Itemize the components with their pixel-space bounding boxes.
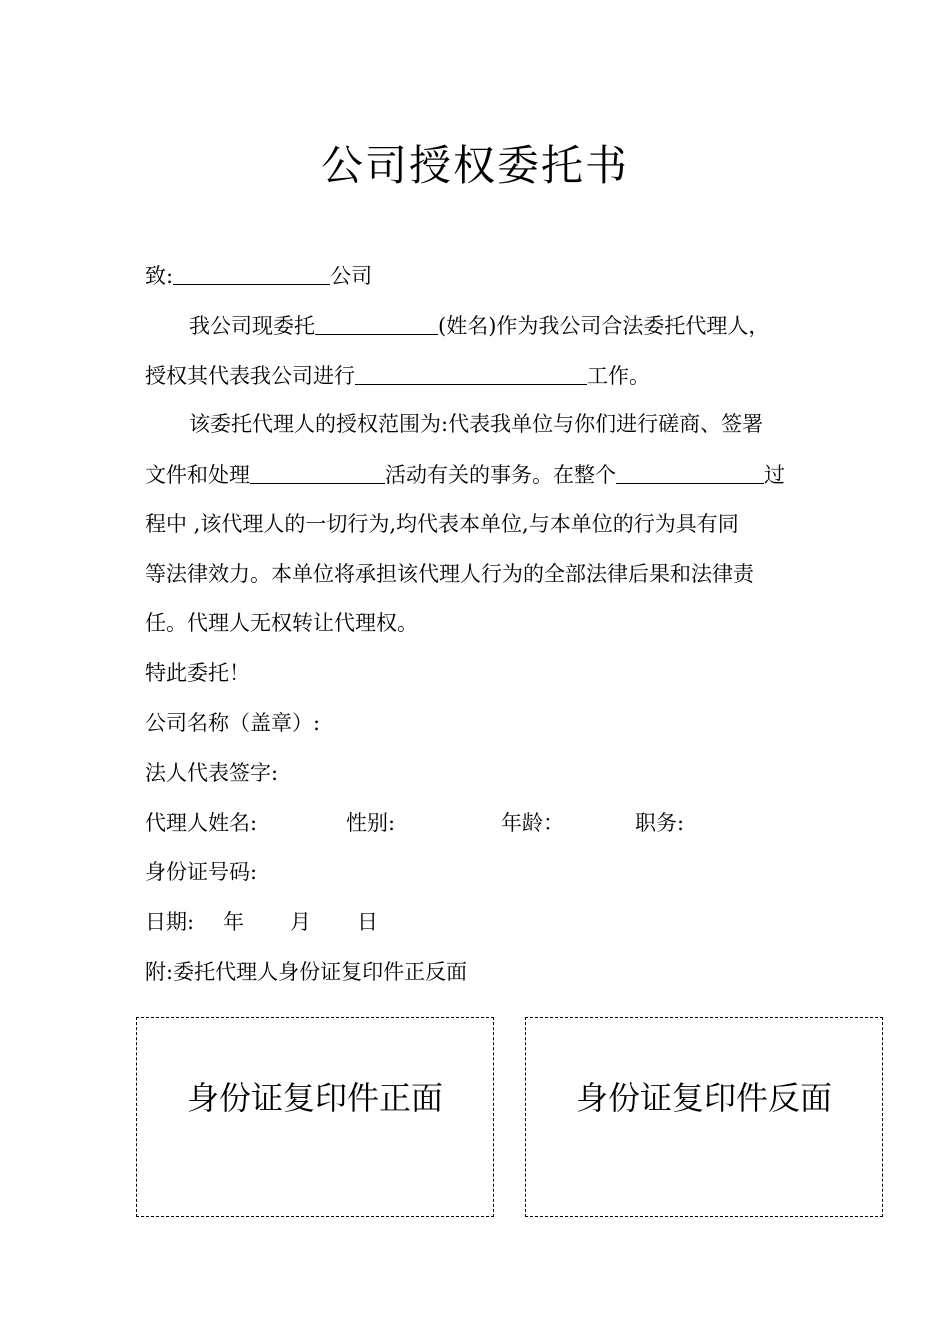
para2-line2-middle: 活动有关的事务。在整个: [385, 463, 616, 487]
para2-line2-prefix: 文件和处理: [145, 463, 250, 487]
day-label: 日: [357, 910, 378, 934]
para2-line2: [145, 459, 785, 490]
para2-line3: 程中 ,该代理人的一切行为,均代表本单位,与本单位的行为具有同: [145, 512, 739, 536]
para2-line5: 任。代理人无权转让代理权。: [145, 611, 418, 635]
date-label: 日期:: [145, 910, 195, 934]
para1-line1-prefix: 我公司现委托: [189, 314, 315, 338]
addressee-company-blank[interactable]: [173, 262, 330, 285]
agent-name-label: 代理人姓名:: [145, 811, 258, 835]
addressee-line: [145, 260, 372, 291]
legal-rep-sign-field: 法人代表签字:: [145, 761, 279, 785]
addressee-prefix: 致:: [145, 264, 174, 288]
para1-line1-suffix: (姓名)作为我公司合法委托代理人，: [438, 314, 770, 338]
date-row: [145, 907, 378, 937]
agent-name-blank[interactable]: [315, 312, 438, 335]
company-name-field: 公司名称（盖章）:: [145, 711, 321, 735]
para1-line2-suffix: 工作。: [587, 364, 650, 388]
para1-line2-prefix: 授权其代表我公司进行: [145, 364, 355, 388]
para2-line4: 等法律效力。本单位将承担该代理人行为的全部法律后果和法律责: [145, 562, 754, 586]
process-blank[interactable]: [616, 461, 764, 484]
id-front-label: 身份证复印件正面: [186, 1079, 443, 1117]
closing-text: 特此委托！: [145, 661, 250, 685]
id-number-field: 身份证号码:: [145, 860, 258, 884]
work-scope-blank[interactable]: [355, 362, 587, 385]
gender-label: 性别:: [346, 811, 396, 835]
agent-info-row: [145, 808, 684, 838]
activity-blank[interactable]: [250, 461, 385, 484]
document-title: 公司授权委托书: [320, 141, 629, 190]
year-label: 年: [223, 910, 244, 934]
para2-line2-suffix: 过: [764, 463, 785, 487]
attachment-note: 附:委托代理人身份证复印件正反面: [145, 960, 468, 984]
id-front-box: [136, 1017, 494, 1217]
age-label: 年龄：: [501, 811, 564, 835]
id-back-box: [525, 1017, 883, 1217]
id-back-label: 身份证复印件反面: [575, 1079, 832, 1117]
month-label: 月: [290, 910, 311, 934]
addressee-suffix: 公司: [330, 264, 373, 288]
para1-line1: [189, 310, 769, 341]
position-label: 职务:: [635, 811, 685, 835]
para1-line2: [145, 360, 650, 391]
para2-line1: 该委托代理人的授权范围为:代表我单位与你们进行磋商、签署: [189, 412, 764, 436]
